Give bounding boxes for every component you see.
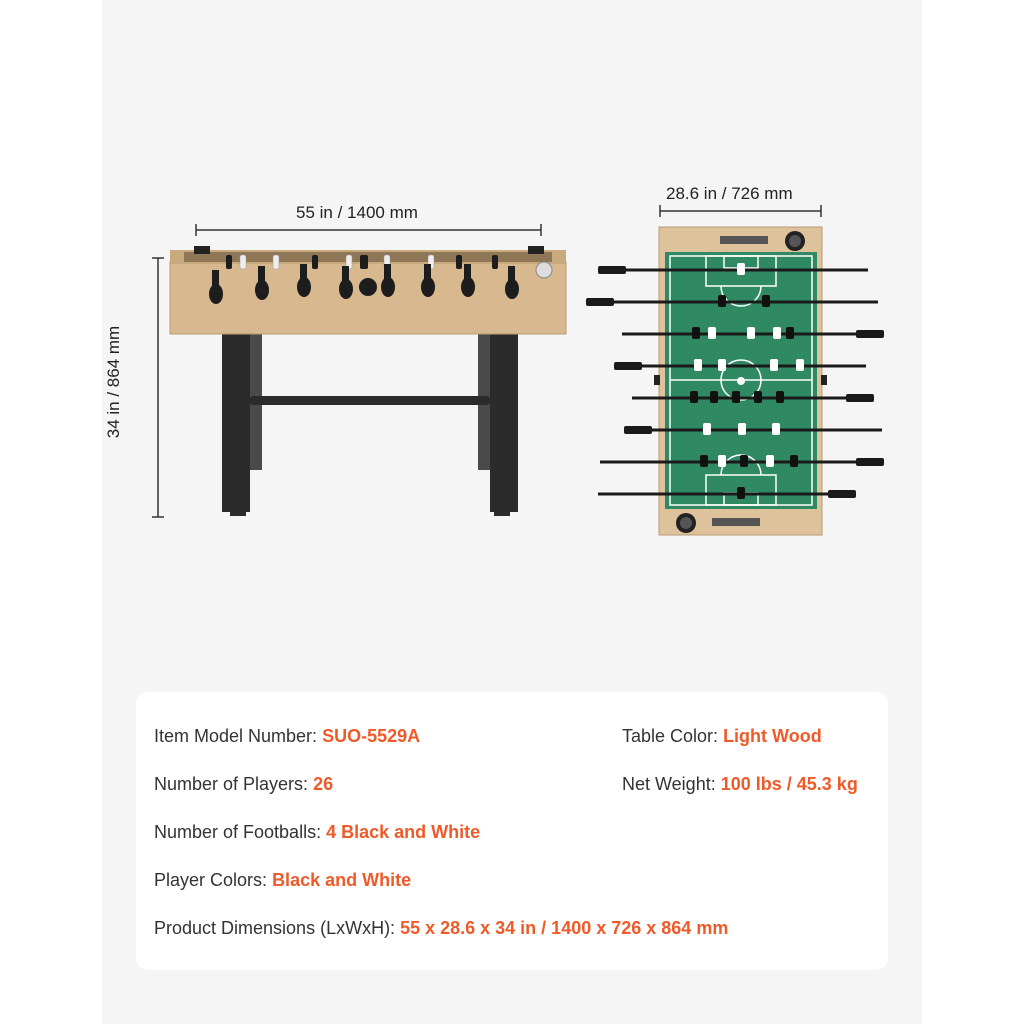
spec-product-dimensions [154,918,728,939]
height-label: 34 in / 864 mm [104,325,124,439]
spec-table-color-key: Table Color: [622,726,719,746]
spec-net-weight [622,774,858,795]
ball-icon [737,377,745,385]
front-width-label: 55 in / 1400 mm [296,203,418,222]
spec-product-dimensions-value: 55 x 28.6 x 34 in / 1400 x 726 x 864 mm [400,918,729,938]
spec-net-weight-value: 100 lbs / 45.3 kg [720,774,858,794]
table-legs [222,334,518,516]
spec-players [154,774,333,795]
spec-player-colors-value: Black and White [272,870,412,890]
spec-players-key: Number of Players: [154,774,309,794]
spec-model-value: SUO-5529A [322,726,421,746]
top-width-dimension-line [660,205,821,217]
top-width-label: 28.6 in / 726 mm [666,184,793,203]
spec-net-weight-key: Net Weight: [622,774,716,794]
spec-table-color [622,726,822,747]
front-view-table [170,246,566,516]
height-dimension-line [152,258,164,517]
spec-footballs [154,822,480,843]
spec-product-dimensions-key: Product Dimensions (LxWxH): [154,918,396,938]
front-width-dimension-line [196,224,541,236]
spec-player-colors-key: Player Colors: [154,870,268,890]
spec-players-value: 26 [313,774,334,794]
spec-footballs-key: Number of Footballs: [154,822,322,842]
spec-player-colors [154,870,411,891]
spec-footballs-value: 4 Black and White [326,822,481,842]
spec-model-key: Item Model Number: [154,726,318,746]
top-view-table [586,227,884,535]
spec-model [154,726,420,747]
spec-table-color-value: Light Wood [723,726,822,746]
